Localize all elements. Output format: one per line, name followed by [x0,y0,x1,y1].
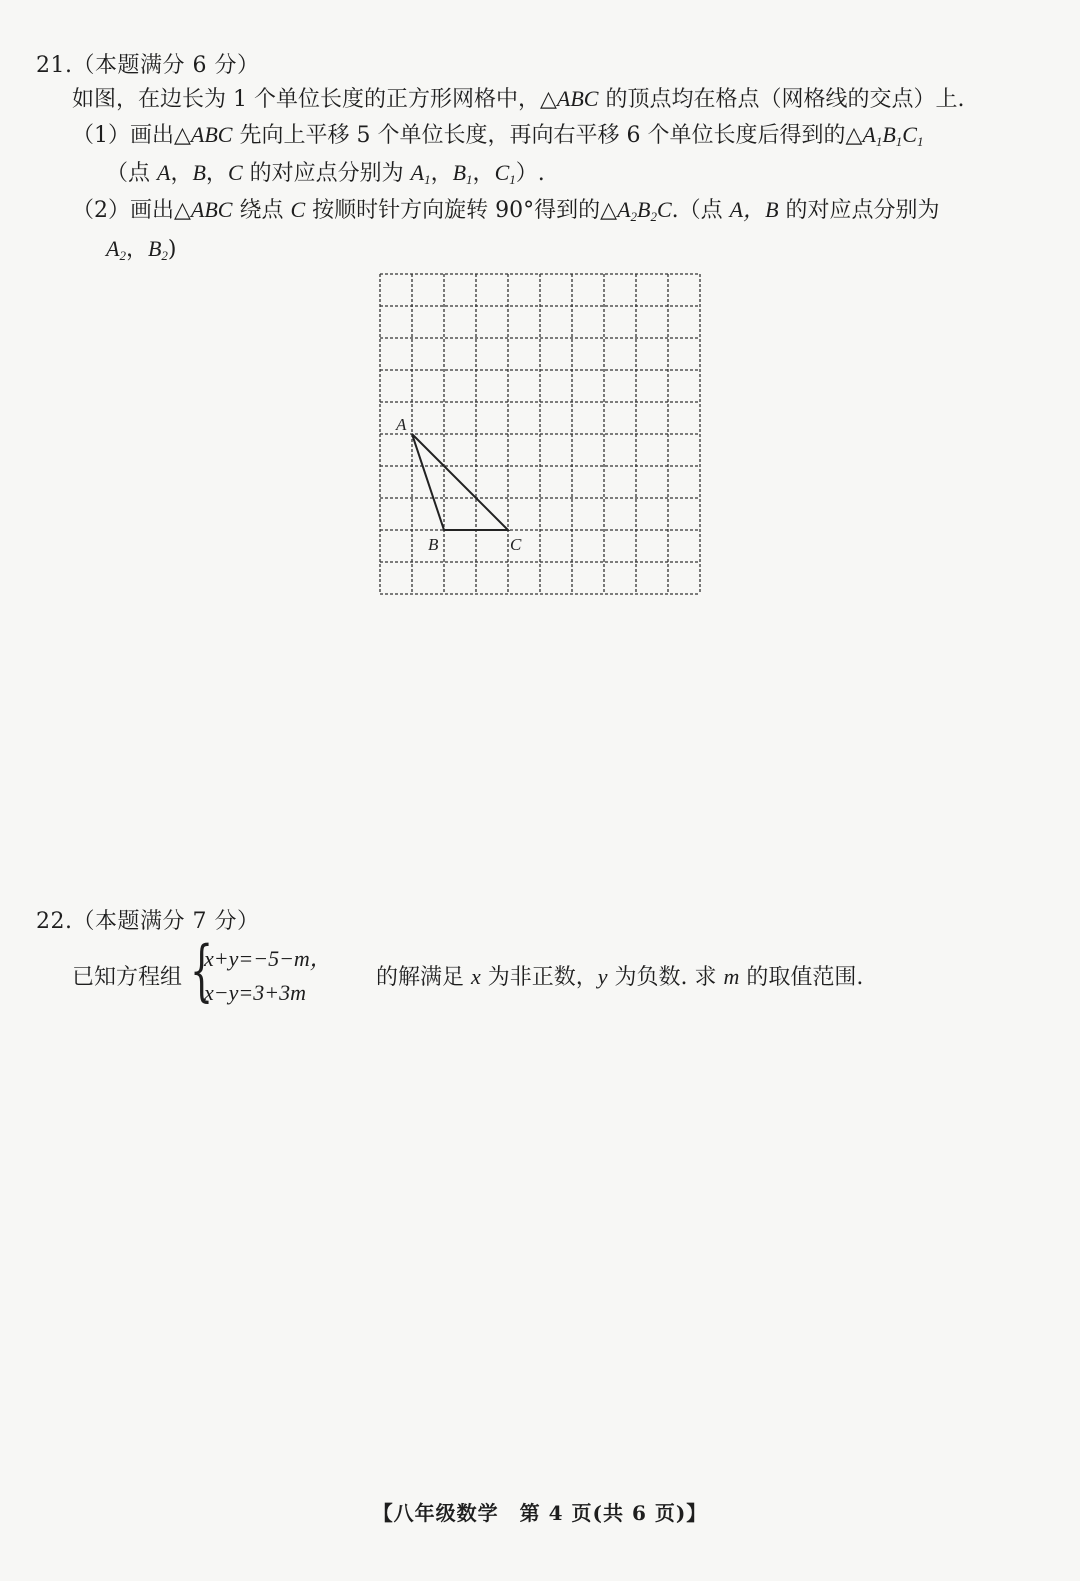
coordinate-grid-figure [378,272,702,598]
label-b: B [428,535,439,554]
q22-condition: 的解满足 x 为非正数，y 为负数. 求 m 的取值范围. [376,964,864,990]
q21-part1: （1）画出△ABC 先向上平移 5 个单位长度，再向右平移 6 个单位长度后得到的$\triangle A_1B_1C_1$ [72,122,924,149]
q21-part2: （2）画出△ABC 绕点 C 按顺时针方向旋转 90°得到的$\triangle A_2B_2C$.（点 A，B 的对应点分别为 [72,197,940,224]
page-footer: 【八年级数学 第 4 页(共 6 页)】 [372,1501,708,1525]
q21-intro: 如图，在边长为 1 个单位长度的正方形网格中，△ABC 的顶点均在格点（网格线的交点）上. [72,86,965,112]
q21-part2-cont: $A_2$，$B_2$) [106,236,177,263]
equation-1: x+y=−5−m， [204,946,332,971]
q22-body [72,932,972,1012]
grid-svg [378,272,702,598]
label-c: C [510,535,522,554]
system-brace: { [190,932,214,1009]
q22-header: 22.（本题满分 7 分） [36,909,260,934]
label-a: A [396,415,407,434]
q22-prefix: 已知方程组 [72,965,183,990]
equation-2: x−y=3+3m [204,980,306,1005]
q21-header: 21.（本题满分 6 分） [36,53,260,78]
q21-part1-note: （点 A，B，C 的对应点分别为 $A_1$，$B_1$，$C_1$）. [106,160,545,187]
triangle-abc [412,434,508,530]
